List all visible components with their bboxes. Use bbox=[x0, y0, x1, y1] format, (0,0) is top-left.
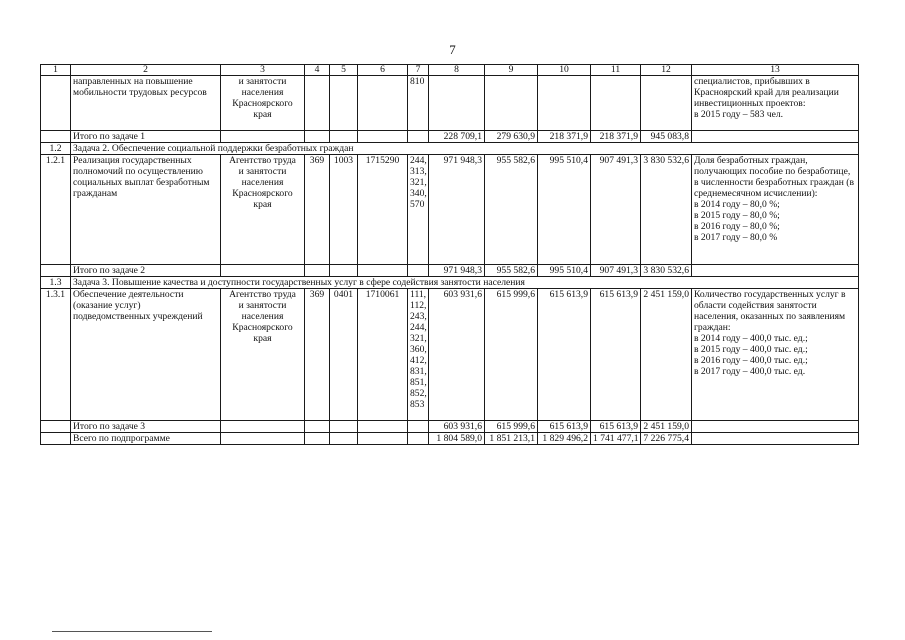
cell bbox=[408, 131, 429, 143]
header-cell: 6 bbox=[358, 65, 408, 76]
header-cell: 5 bbox=[330, 65, 358, 76]
cell bbox=[641, 76, 692, 131]
cell bbox=[692, 131, 859, 143]
value-2015: 955 582,6 bbox=[485, 155, 538, 265]
value-total: 3 830 532,6 bbox=[641, 155, 692, 265]
row-number bbox=[41, 76, 71, 131]
cell bbox=[692, 265, 859, 277]
value-2016: 995 510,4 bbox=[538, 265, 591, 277]
cell bbox=[305, 265, 330, 277]
cell bbox=[358, 76, 408, 131]
cell bbox=[305, 76, 330, 131]
expense-type: 810 bbox=[408, 76, 429, 131]
value-2014: 1 804 589,0 bbox=[429, 433, 485, 445]
cell bbox=[358, 421, 408, 433]
cell bbox=[41, 131, 71, 143]
cell bbox=[305, 421, 330, 433]
cell bbox=[358, 131, 408, 143]
measure-name: направленных на повышение мобильности трудовых ресурсов bbox=[71, 76, 221, 131]
value-2014: 971 948,3 bbox=[429, 265, 485, 277]
header-cell: 12 bbox=[641, 65, 692, 76]
task-title: Задача 3. Повышение качества и доступности государственных услуг в сфере содействия занятости населения bbox=[71, 277, 859, 289]
total-label: Всего по подпрограмме bbox=[71, 433, 221, 445]
value-2014: 603 931,6 bbox=[429, 289, 485, 421]
value-2015: 1 851 213,1 bbox=[485, 433, 538, 445]
cell bbox=[692, 421, 859, 433]
value-2014: 228 709,1 bbox=[429, 131, 485, 143]
cell bbox=[330, 76, 358, 131]
cell bbox=[591, 76, 641, 131]
grbs-code: 369 bbox=[305, 289, 330, 421]
total-label: Итого по задаче 3 bbox=[71, 421, 221, 433]
cell bbox=[408, 421, 429, 433]
cell bbox=[41, 433, 71, 445]
header-cell: 7 bbox=[408, 65, 429, 76]
header-cell: 11 bbox=[591, 65, 641, 76]
header-cell: 9 bbox=[485, 65, 538, 76]
header-cell: 1 bbox=[41, 65, 71, 76]
cell bbox=[408, 265, 429, 277]
total-row bbox=[41, 265, 859, 277]
task-number: 1.3 bbox=[41, 277, 71, 289]
measure-name: Реализация государственных полномочий по осуществлению социальных выплат безработным гражданам bbox=[71, 155, 221, 265]
cell bbox=[358, 433, 408, 445]
value-2017: 615 613,9 bbox=[591, 289, 641, 421]
target-code: 1715290 bbox=[358, 155, 408, 265]
cell bbox=[330, 421, 358, 433]
result-text: Количество государственных услуг в области содействия занятости населения, оказанных по заявлениям граждан: в 2014 году – 400,0 тыс. ед.; в 2015 году – 400,0 тыс. ед.; в 2016 году – 400,0 тыс. ед.; в 2017 году – 400,0 тыс. ед. bbox=[692, 289, 859, 421]
cell bbox=[305, 131, 330, 143]
header-cell: 4 bbox=[305, 65, 330, 76]
value-2017: 615 613,9 bbox=[591, 421, 641, 433]
value-2016: 615 613,9 bbox=[538, 289, 591, 421]
value-2017: 1 741 477,1 bbox=[591, 433, 641, 445]
cell bbox=[330, 265, 358, 277]
executor: Агентство труда и занятости населения Красноярского края bbox=[221, 289, 305, 421]
value-2016: 615 613,9 bbox=[538, 421, 591, 433]
header-cell: 8 bbox=[429, 65, 485, 76]
scan-edge-line bbox=[52, 631, 212, 633]
cell bbox=[330, 131, 358, 143]
cell bbox=[41, 421, 71, 433]
cell bbox=[221, 131, 305, 143]
value-total: 3 830 532,6 bbox=[641, 265, 692, 277]
result-text: специалистов, прибывших в Красноярский край для реализации инвестиционных проектов: в 2015 году – 583 чел. bbox=[692, 76, 859, 131]
value-total: 945 083,8 bbox=[641, 131, 692, 143]
cell bbox=[538, 76, 591, 131]
header-cell: 13 bbox=[692, 65, 859, 76]
cell bbox=[692, 433, 859, 445]
value-total: 2 451 159,0 bbox=[641, 289, 692, 421]
header-cell: 3 bbox=[221, 65, 305, 76]
total-row bbox=[41, 421, 859, 433]
cell bbox=[221, 433, 305, 445]
value-2015: 955 582,6 bbox=[485, 265, 538, 277]
cell bbox=[429, 76, 485, 131]
table-row bbox=[41, 76, 859, 131]
expense-type: 244, 313, 321, 340, 570 bbox=[408, 155, 429, 265]
value-2014: 971 948,3 bbox=[429, 155, 485, 265]
subprogram-table bbox=[40, 64, 859, 445]
cell bbox=[485, 76, 538, 131]
cell bbox=[221, 265, 305, 277]
executor: Агентство труда и занятости населения Красноярского края bbox=[221, 155, 305, 265]
value-2016: 995 510,4 bbox=[538, 155, 591, 265]
task-number: 1.2 bbox=[41, 143, 71, 155]
header-row bbox=[41, 65, 859, 76]
measure-name: Обеспечение деятельности (оказание услуг) подведомственных учреждений bbox=[71, 289, 221, 421]
value-2017: 218 371,9 bbox=[591, 131, 641, 143]
value-2017: 907 491,3 bbox=[591, 265, 641, 277]
task-row bbox=[41, 277, 859, 289]
cell bbox=[358, 265, 408, 277]
table-row bbox=[41, 155, 859, 265]
task-title: Задача 2. Обеспечение социальной поддержки безработных граждан bbox=[71, 143, 859, 155]
value-2015: 615 999,6 bbox=[485, 421, 538, 433]
row-number: 1.2.1 bbox=[41, 155, 71, 265]
header-cell: 2 bbox=[71, 65, 221, 76]
value-2017: 907 491,3 bbox=[591, 155, 641, 265]
executor: и занятости населения Красноярского края bbox=[221, 76, 305, 131]
section-code: 1003 bbox=[330, 155, 358, 265]
grbs-code: 369 bbox=[305, 155, 330, 265]
value-2016: 1 829 496,2 bbox=[538, 433, 591, 445]
cell bbox=[221, 421, 305, 433]
result-text: Доля безработных граждан, получающих пособие по безработице, в численности безработных граждан (в среднемесячном исчислении): в 2014 году – 80,0 %; в 2015 году – 80,0 %; в 2016 году – 80,0 %; в 2017 году – 80,0 % bbox=[692, 155, 859, 265]
value-2014: 603 931,6 bbox=[429, 421, 485, 433]
section-code: 0401 bbox=[330, 289, 358, 421]
value-2015: 279 630,9 bbox=[485, 131, 538, 143]
total-label: Итого по задаче 1 bbox=[71, 131, 221, 143]
grand-total-row bbox=[41, 433, 859, 445]
total-label: Итого по задаче 2 bbox=[71, 265, 221, 277]
expense-type: 111, 112, 243, 244, 321, 360, 412, 831, 851, 852, 853 bbox=[408, 289, 429, 421]
page-number: 7 bbox=[449, 42, 456, 57]
target-code: 1710061 bbox=[358, 289, 408, 421]
total-row bbox=[41, 131, 859, 143]
cell bbox=[330, 433, 358, 445]
value-total: 2 451 159,0 bbox=[641, 421, 692, 433]
task-row bbox=[41, 143, 859, 155]
header-cell: 10 bbox=[538, 65, 591, 76]
cell bbox=[305, 433, 330, 445]
value-2015: 615 999,6 bbox=[485, 289, 538, 421]
value-total: 7 226 775,4 bbox=[641, 433, 692, 445]
cell bbox=[41, 265, 71, 277]
table-row bbox=[41, 289, 859, 421]
value-2016: 218 371,9 bbox=[538, 131, 591, 143]
row-number: 1.3.1 bbox=[41, 289, 71, 421]
cell bbox=[408, 433, 429, 445]
